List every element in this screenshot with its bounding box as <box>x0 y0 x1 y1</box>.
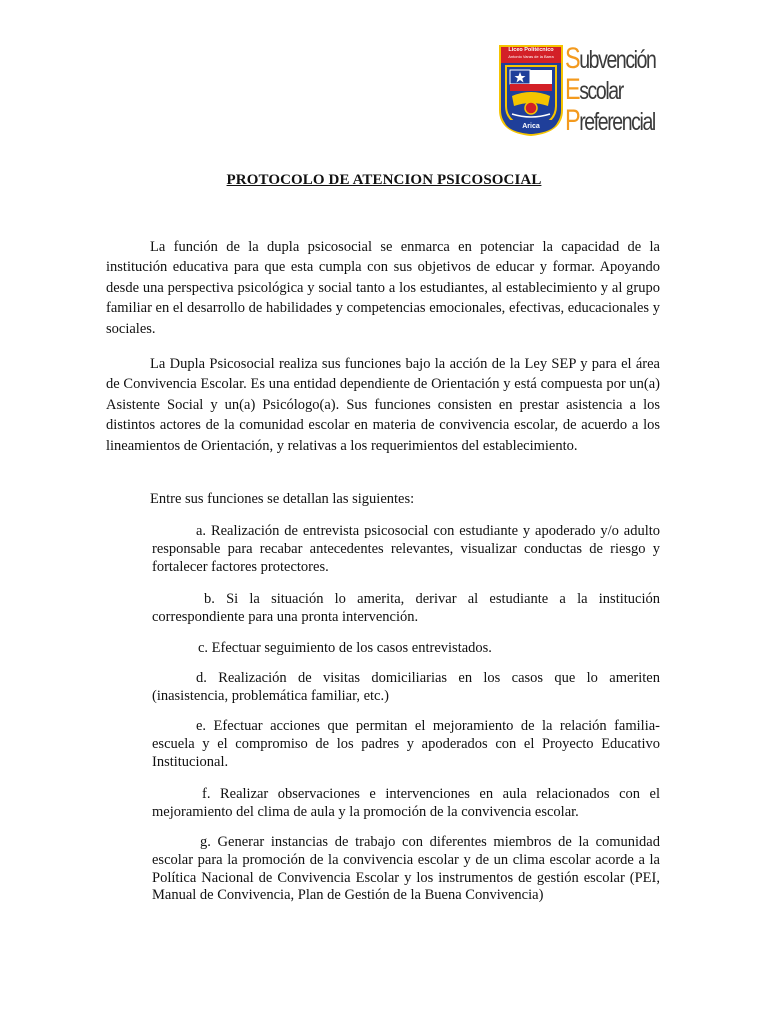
school-crest-icon <box>498 44 564 136</box>
function-item-e: e. Efectuar acciones que permitan el mejoramiento de la relación familia-escuela y el compromiso de los padres y apoderados con el Proyecto Educativo Institucional. <box>152 718 660 770</box>
paragraph-intro: La función de la dupla psicosocial se enmarca en potenciar la capacidad de la institución educativa para que esta cumpla con sus objetivos de educar y formar. Apoyando desde una perspectiva psicológica y social tanto a los estudiantes, al establecimiento y al grupo familiar en el desarrollo de habilidades y competencias emocionales, efectivas, educacionales y sociales. <box>106 239 660 337</box>
wordmark-line-3 <box>565 104 655 137</box>
paragraph-functions-intro: Entre sus funciones se detallan las siguientes: <box>150 491 415 507</box>
wordmark-line-2 <box>565 75 643 106</box>
function-item-f: f. Realizar observaciones e intervenciones en aula relacionados con el mejoramiento del clima de aula y la promoción de la convivencia escolar. <box>152 786 660 820</box>
function-item-b: b. Si la situación lo amerita, derivar al estudiante a la institución correspondiente para una pronta intervención. <box>152 591 660 625</box>
header-logo <box>498 44 664 140</box>
crest-school-subname: Antonio Varas de la Barra <box>508 54 554 59</box>
crest-school-name: Liceo Politécnico <box>508 47 554 53</box>
wordmark-rest: scolar <box>579 77 623 105</box>
document-title: PROTOCOLO DE ATENCION PSICOSOCIAL <box>226 172 542 188</box>
program-wordmark <box>565 42 656 137</box>
wordmark-initial: E <box>565 73 580 106</box>
wordmark-rest: referencial <box>579 108 655 136</box>
function-item-g: g. Generar instancias de trabajo con diferentes miembros de la comunidad escolar para la promoción de la convivencia escolar y de un clima escolar acorde a la Política Nacional de Convivencia Escolar y los instrumentos de gestión escolar (PEI, Manual de Convivencia, Plan de Gestión de la Buena Convivencia) <box>152 834 660 904</box>
function-item-a: a. Realización de entrevista psicosocial con estudiante y apoderado y/o adulto responsable para recabar antecedentes relevantes, visualizar conductas de riesgo y fortalecer factores protectores. <box>152 523 660 575</box>
function-item-c: c. Efectuar seguimiento de los casos entrevistados. <box>198 640 492 656</box>
wordmark-initial: P <box>565 104 580 137</box>
wordmark-rest: ubvención <box>579 46 656 74</box>
paragraph-dupla: La Dupla Psicosocial realiza sus funciones bajo la acción de la Ley SEP y para el área de Convivencia Escolar. Es una entidad dependiente de Orientación y está compuesta por un(a) Asistente Social y un(a) Psicólogo(a). Sus funciones consisten en prestar asistencia a los distintos actores de la comunidad escolar en materia de convivencia escolar, de acuerdo a los lineamientos de Orientación, y relativas a los requerimientos del establecimiento. <box>106 356 660 454</box>
wordmark-line-1 <box>565 42 656 75</box>
function-item-d: d. Realización de visitas domiciliarias en los casos que lo ameriten (inasistencia, problemática familiar, etc.) <box>152 670 660 704</box>
crest-top-text <box>501 47 561 59</box>
crest-city: Arica <box>522 123 540 130</box>
wordmark-initial: S <box>565 42 580 75</box>
